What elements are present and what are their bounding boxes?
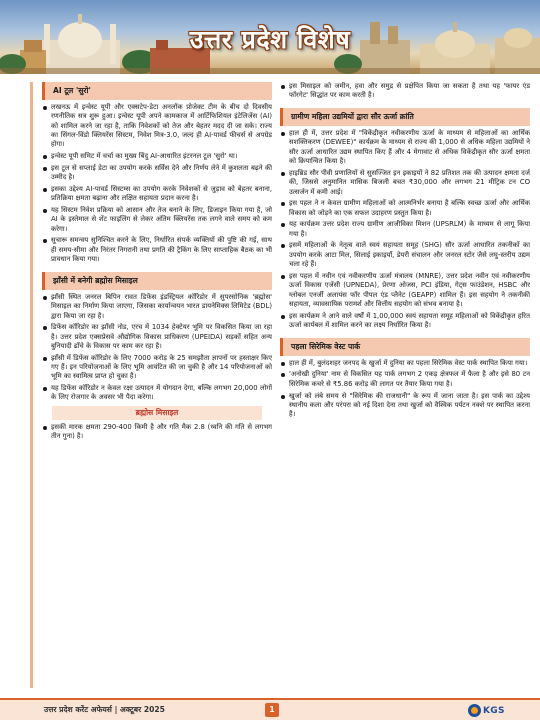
footer-title: उत्तर प्रदेश करेंट अफेयर्स | अक्टूबर 2025 <box>44 705 165 714</box>
list-item: सुचारू समन्वय सुनिश्चित करने के लिए, निर्धारित संपर्क व्यक्तियों की पुष्टि की गई, साथ ही समय-सीमा और निरंतर निगरानी तथा प्रगति की ट्रैकिंग के लिए साप्ताहिक बैठक का भी प्रावधान किया गया। <box>42 236 272 264</box>
list-item: डिफेंस कॉरिडोर का झाँसी नोड, एरच में 1034 हेक्टेयर भूमि पर विकसित किया जा रहा है। उत्तर प्रदेश एक्सप्रेसवे औद्योगिक विकास प्राधिकरण (UPEIDA) सड़कों सहित अन्य बुनियादी ढाँचे के विकास पर काम कर रहा है। <box>42 323 272 351</box>
page-number: 1 <box>265 703 279 717</box>
list-item: इस पहल में नवीन एवं नवीकरणीय ऊर्जा मंत्रालय (MNRE), उत्तर प्रदेश नवीन एवं नवीकरणीय ऊर्जा विकास एजेंसी (UPNEDA), प्रेरणा ओजस, PCI इंडिया, गेट्स फाउंडेशन, HSBC और ग्लोबल एनर्जी अलायंस फॉर पीपल एंड प्लैनेट (GEAPP) शामिल हैं। इस सहयोग ने तकनीकी सहायता, व्यावसायिक परामर्श और वित्तीय सहयोग को संभव बनाया है। <box>280 272 530 309</box>
list-item: इस टूल से सप्लाई डेटा का उपयोग करके सर्विस देने और निर्णय लेने में कुशलता बढ़ने की उम्मीद है। <box>42 164 272 183</box>
list-item: हाल ही में, उत्तर प्रदेश में "विकेंद्रीकृत नवीकरणीय ऊर्जा के माध्यम से महिलाओं का आर्थिक सशक्तिकरण (DEWEE)" कार्यक्रम के माध्यम से राज्य की 1,000 से अधिक महिला उद्यमियों ने सौर ऊर्जा आधारित उद्यम स्थापित किए हैं और 4 मेगावाट से अधिक विकेंद्रीकृत सौर ऊर्जा क्षमता को क्रियान्वित किया है। <box>280 129 530 166</box>
bullet-list <box>42 293 272 403</box>
list-item: इन्वेस्ट यूपी समिट में चर्चा का मुख्य बिंदु AI-आधारित इंटरनल टूल 'सुरो' था। <box>42 152 272 161</box>
list-item: हाइब्रिड सौर पीवी प्रणालियों से सुसज्जित इन इकाइयों ने 82 प्रतिशत तक की उत्पादन क्षमता दर्ज की, जिससे अनुमानित मासिक बिजली बचत ₹30,000 और लगभग 21 मीट्रिक टन CO उत्सर्जन में कमी आई। <box>280 169 530 197</box>
page-footer <box>0 698 540 720</box>
list-item: इसकी मारक क्षमता 290-400 किमी है और गति मैक 2.8 (ध्वनि की गति से लगभग तीन गुना) है। <box>42 423 272 442</box>
bullet-list <box>42 423 272 442</box>
bullet-list <box>280 129 530 330</box>
right-column <box>280 82 530 688</box>
left-column <box>42 82 272 688</box>
bullet-list <box>42 103 272 264</box>
header-banner <box>0 0 540 74</box>
kgs-logo <box>468 703 505 718</box>
list-item: लखनऊ में इन्वेस्ट यूपी और एक्सटेप-डेटा अनलॉक प्रोजेक्ट टीम के बीच दो दिवसीय रणनीतिक सत्र शुरू हुआ। इन्वेस्ट यूपी अपने कामकाज में आर्टिफिशियल इंटेलिजेंस (AI) को शामिल करने जा रहा है, ताकि निवेशकों को तेज और बेहतर मदद दी जा सके। राज्य का सिंगल-विंडो क्लियरेंस सिस्टम, निवेश मित्र-3.0, जल्द ही AI-पावर्ड फीचर्स से अपग्रेड होगा। <box>42 103 272 150</box>
logo-icon <box>468 704 481 717</box>
list-item: खुर्जा को लंबे समय से "सिरेमिक की राजधानी" के रूप में जाना जाता है। इस पार्क का उद्देश्य स्थानीय कला और परंपरा को नई दिशा देना तथा खुर्जा को वैश्विक पर्यटन नक्शे पर स्थापित करना है। <box>280 392 530 420</box>
list-item: झाँसी स्थित जनरल बिपिन रावत डिफेंस इंडस्ट्रियल कॉरिडोर में सुपरसोनिक 'ब्रह्मोस' मिसाइल का निर्माण किया जाएगा, जिसका कार्यान्वयन भारत डायनेमिक्स लिमिटेड (BDL) द्वारा किया जा रहा है। <box>42 293 272 321</box>
list-item: इसमें महिलाओं के नेतृत्व वाले स्वयं सहायता समूह (SHG) सौर ऊर्जा आधारित तकनीकों का उपयोग करके आटा मिल, सिलाई इकाइयाँ, डेयरी संचालन और जनरल स्टोर जैसे लघु-स्तरीय उद्यम चला रहे हैं। <box>280 241 530 269</box>
section-heading-brahmos: झाँसी में बनेगी ब्रह्मोस मिसाइल <box>42 272 272 290</box>
list-item: इस मिसाइल को जमीन, हवा और समुद्र से प्रक्षेपित किया जा सकता है तथा यह 'फायर एंड फॉरगेट' सिद्धांत पर काम करती है। <box>280 82 530 101</box>
list-item: हाल ही में, बुलंदशहर जनपद के खुर्जा में दुनिया का पहला सिरेमिक वेस्ट पार्क स्थापित किया गया। <box>280 359 530 368</box>
list-item: 'अनोखी दुनिया' नाम से विकसित यह पार्क लगभग 2 एकड़ क्षेत्रफल में फैला है और इसे 80 टन सिरेमिक कचरे से ₹5.86 करोड़ की लागत पर तैयार किया गया है। <box>280 370 530 389</box>
subheading-brahmos-missile: ब्रह्मोस मिसाइल <box>52 406 262 420</box>
list-item: यह डिफेंस कॉरिडोर न केवल रक्षा उत्पादन में योगदान देगा, बल्कि लगभग 20,000 लोगों के लिए रोजगार के अवसर भी पैदा करेगा। <box>42 384 272 403</box>
left-accent-strip <box>30 82 33 688</box>
list-item: झाँसी में डिफेंस कॉरिडोर के लिए 7000 करोड़ के 25 समझौता ज्ञापनों पर हस्ताक्षर किए गए हैं। इन परियोजनाओं के लिए भूमि आवंटित की जा चुकी है और 14 परियोजनाओं को भूमि का स्वामित्व प्राप्त हो चुका है। <box>42 354 272 382</box>
bullet-list <box>280 359 530 420</box>
list-item: इस पहल ने न केवल ग्रामीण महिलाओं को आत्मनिर्भर बनाया है बल्कि स्वच्छ ऊर्जा और आर्थिक विकास को जोड़ने का एक सफल उदाहरण प्रस्तुत किया है। <box>280 199 530 218</box>
logo-text: KGS <box>483 705 505 716</box>
list-item: यह कार्यक्रम उत्तर प्रदेश राज्य ग्रामीण आजीविका मिशन (UPSRLM) के माध्यम से लागू किया गया है। <box>280 220 530 239</box>
section-heading-solar-women: ग्रामीण महिला उद्यमियों द्वारा सौर ऊर्जा क्रांति <box>280 108 530 126</box>
section-heading-ai-tool: AI टूल 'सुरो' <box>42 82 272 100</box>
section-heading-ceramic-park: पहला सिरेमिक वेस्ट पार्क <box>280 338 530 356</box>
list-item: इस कार्यक्रम ने आने वाले वर्षों में 1,00,000 स्वयं सहायता समूह महिलाओं को विकेंद्रीकृत हरित ऊर्जा कार्यबल में शामिल करने का लक्ष्य निर्धारित किया है। <box>280 312 530 331</box>
list-item: यह सिस्टम निवेश प्रक्रिया को आसान और तेज बनाने के लिए, डिजाइन किया गया है, जो AI के इस्तेमाल से शेंट फाइलिंग से लेकर अंतिम क्लियरेंस तक लगने वाले समय को कम करेगा। <box>42 206 272 234</box>
bullet-list <box>280 82 530 101</box>
page-title: उत्तर प्रदेश विशेष <box>189 25 351 54</box>
list-item: इसका उद्देश्य AI-पावर्ड सिस्टम्स का उपयोग करके निवेशकों से जुड़ाव को बेहतर बनाना, प्रतिक्रिया क्षमता बढ़ाना और लक्षित सहायता प्रदान करना है। <box>42 185 272 204</box>
